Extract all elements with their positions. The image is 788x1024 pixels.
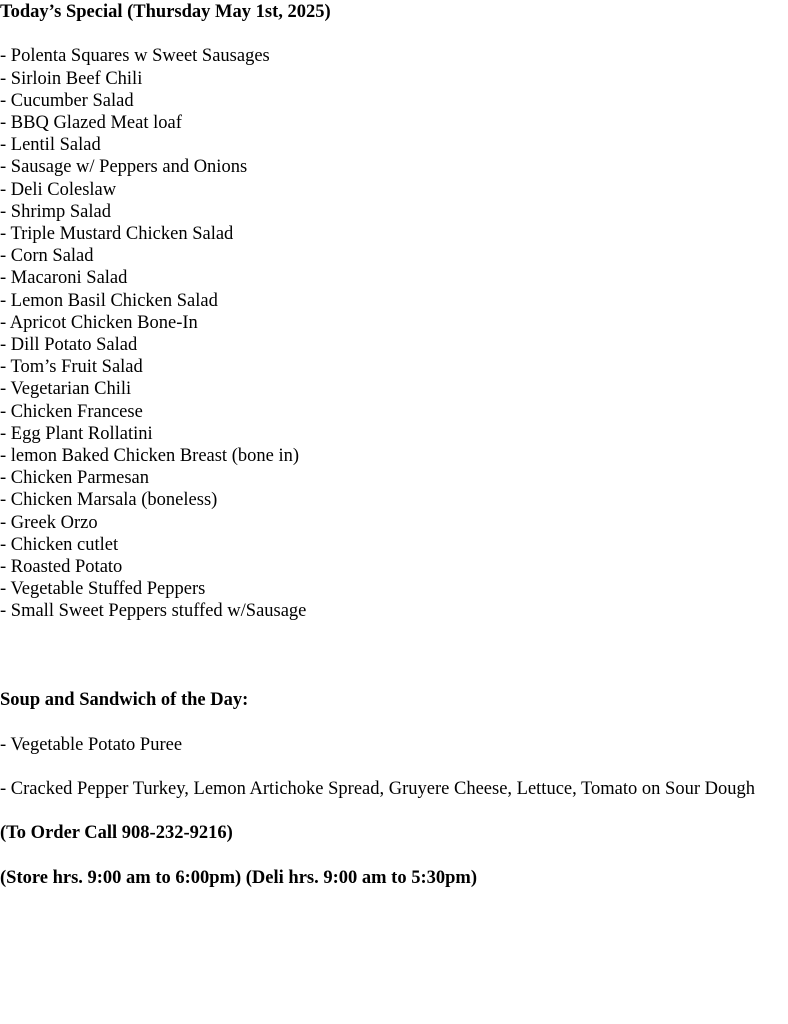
spacer xyxy=(0,23,785,45)
list-item: - Apricot Chicken Bone-In xyxy=(0,312,198,333)
list-item: - BBQ Glazed Meat loaf xyxy=(0,113,182,133)
sandwich-of-the-day: - Cracked Pepper Turkey, Lemon Artichoke Spread, Gruyere Cheese, Lettuce, Tomato on Sour Dough xyxy=(0,779,755,800)
spacer xyxy=(0,756,785,778)
list-item: - Chicken Marsala (boneless) xyxy=(0,490,218,511)
list-item: - Triple Mustard Chicken Salad xyxy=(0,224,234,245)
list-item: - Small Sweet Peppers stuffed w/Sausage xyxy=(0,601,307,622)
list-item: - Lentil Salad xyxy=(0,135,101,156)
list-item: - Vegetable Stuffed Peppers xyxy=(0,579,206,600)
menu-document xyxy=(0,1,785,889)
list-item: - Chicken Francese xyxy=(0,401,143,422)
soup-of-the-day: - Vegetable Potato Puree xyxy=(0,734,183,755)
spacer xyxy=(0,711,785,733)
list-item: - Vegetarian Chili xyxy=(0,379,132,400)
list-item: - Corn Salad xyxy=(0,246,94,267)
list-item: - Cucumber Salad xyxy=(0,90,134,111)
list-item: - Polenta Squares w Sweet Sausages xyxy=(0,46,270,67)
list-item: - Tom’s Fruit Salad xyxy=(0,357,143,378)
list-item: - Deli Coleslaw xyxy=(0,179,117,200)
order-phone-text: (To Order Call 908-232-9216) xyxy=(0,823,233,844)
list-item: - Shrimp Salad xyxy=(0,201,111,222)
soup-sandwich-title: Soup and Sandwich of the Day: xyxy=(0,690,249,711)
list-item: - Greek Orzo xyxy=(0,512,98,533)
list-item: - Sirloin Beef Chili xyxy=(0,68,143,89)
spacer xyxy=(0,623,785,690)
list-item: - Macaroni Salad xyxy=(0,268,128,289)
list-item: - lemon Baked Chicken Breast (bone in) xyxy=(0,446,299,467)
store-hours-text: (Store hrs. 9:00 am to 6:00pm) (Deli hrs. 9:00 am to 5:30pm) xyxy=(0,867,477,888)
special-item-list xyxy=(0,45,785,622)
list-item: - Egg Plant Rollatini xyxy=(0,423,153,444)
list-item: - Chicken cutlet xyxy=(0,534,119,555)
list-item: - Chicken Parmesan xyxy=(0,468,149,489)
spacer xyxy=(0,800,785,822)
spacer xyxy=(0,845,785,867)
list-item: - Roasted Potato xyxy=(0,557,123,578)
list-item: - Sausage w/ Peppers and Onions xyxy=(0,157,248,178)
list-item: - Lemon Basil Chicken Salad xyxy=(0,290,218,311)
special-title: Today’s Special (Thursday May 1st, 2025) xyxy=(0,2,331,22)
list-item: - Dill Potato Salad xyxy=(0,335,138,356)
